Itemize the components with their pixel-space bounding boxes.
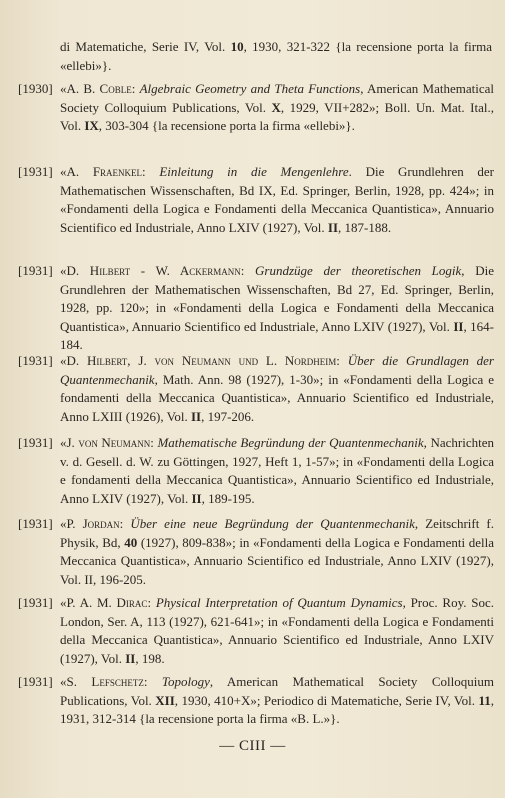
entry-text: , Die Grundlehren der Mathematischen Wissenschaften, Bd 27, Ed. Springer, Berlin, 1928, pp. 120»; in «Fondamenti della Logica e Fondamenti della Meccanica Quantistica», Annuario Scientifico ed Industriale, Anno LXIV (1927), Vol.: [60, 263, 494, 334]
entry-text: . Die Grundlehren der Mathematischen Wissenschaften, Bd IX, Ed. Springer, Berlin, 1928, pp. 424»; in «Fondamenti della Logica e Fondamenti della Meccanica Quantistica», Annuario Scientifico ed Industriale, Anno LXIV (1927), Vol.: [60, 164, 494, 235]
bibliography-entry: [18, 163, 494, 237]
entry-text: , 197-206.: [201, 408, 255, 424]
entry-text: , 303-304 {la recensione porta la firma «ellebi»}.: [98, 118, 355, 133]
entry-author: «P. A. M. Dirac:: [60, 595, 156, 610]
entry-title: Einleitung in die Mengenlehre: [159, 164, 349, 179]
entry-text: , 1929, VII+282»; Boll. Un. Mat. Ital., Vol.: [60, 99, 494, 133]
continuation-volume: 10: [230, 39, 244, 54]
entry-body: [60, 594, 494, 668]
entry-title: Mathematische Begründung der Quantenmechanik: [157, 435, 424, 450]
entry-volume: XII: [155, 692, 175, 708]
entry-year: [1930]: [18, 81, 53, 96]
entry-body: [60, 352, 494, 426]
entry-year: [1931]: [18, 435, 53, 450]
entry-text: , American Mathematical Society Colloquium Publications, Vol.: [60, 81, 494, 115]
entry-year: [1931]: [18, 164, 53, 179]
entry-text: , 164-184.: [60, 318, 494, 352]
entry-volume: II: [190, 408, 202, 424]
entry-author: «A. B. Coble:: [60, 81, 140, 96]
entry-year: [1931]: [18, 595, 53, 610]
entry-volume: 11: [478, 692, 491, 708]
entry-body: [60, 80, 494, 136]
bibliography-entry: [18, 352, 494, 426]
entry-title: Topology: [161, 674, 210, 689]
entry-volume: IX: [84, 118, 99, 133]
bibliography-entry: [18, 262, 494, 355]
entry-body: [60, 515, 494, 589]
bibliography-entry: [18, 434, 494, 508]
entry-body: [60, 163, 494, 237]
entry-title: Über eine neue Begründung der Quantenmechanik: [130, 516, 415, 531]
entry-volume: II: [453, 318, 464, 334]
entry-text: , 1931, 312-314 {la recensione porta la firma «B. L.»}.: [60, 692, 494, 726]
entry-title: Über die Grundlagen der Quantenmechanik: [60, 353, 494, 387]
bibliography-entry: [18, 594, 494, 668]
page-number: — CIII —: [219, 738, 286, 754]
entry-text: , American Mathematical Society Colloquium Publications, Vol.: [60, 674, 494, 708]
entry-title: Physical Interpretation of Quantum Dynamics: [155, 595, 403, 610]
entry-author: «D. Hilbert - W. Ackermann:: [60, 263, 256, 278]
entry-volume: II: [191, 490, 202, 506]
entry-text: , 187-188.: [338, 219, 392, 235]
entry-author: «A. Fraenkel:: [60, 164, 160, 179]
entry-text: , Proc. Roy. Soc. London, Ser. A, 113 (1927), 621-641»; in «Fondamenti della Logica e Fondamenti della Meccanica Quantistica», Annuario Scientifico ed Industriale, Anno LXIV (1927), Vol.: [60, 595, 494, 666]
entry-author: «D. Hilbert, J. von Neumann und L. Nordheim:: [60, 353, 348, 368]
entry-body: [60, 434, 494, 508]
entry-text: , 189-195.: [201, 490, 255, 506]
entry-text: , Zeitschrift f. Physik, Bd,: [60, 516, 494, 550]
bibliography-entry: [18, 515, 494, 589]
entry-text: (1927), 809-838»; in «Fondamenti della Logica e Fondamenti della Meccanica Quantistica», Annuario Scientifico ed Industriale, Anno LXIV (1927), Vol. II, 196-205.: [60, 534, 494, 587]
bibliography-entry: [18, 80, 494, 136]
entry-author: «J. von Neumann:: [60, 435, 158, 450]
entry-text: , Nachrichten v. d. Gesell. d. W. zu Göttingen, 1927, Heft 1, 1-57»; in «Fondamenti della Logica e fondamenti della Meccanica Quantistica», Annuario Scientifico ed Industriale, Anno LXIV (1927), Vol.: [60, 435, 494, 506]
continuation-text: di Matematiche, Serie IV, Vol.: [60, 39, 231, 54]
entry-volume: X: [271, 99, 281, 115]
continuation-paragraph: [60, 38, 492, 75]
entry-author: «S. Lefschetz:: [60, 674, 162, 689]
entry-title: Grundzüge der theoretischen Logik: [255, 263, 462, 278]
entry-volume: II: [125, 650, 136, 666]
entry-year: [1931]: [18, 674, 53, 689]
entry-year: [1931]: [18, 263, 53, 278]
entry-author: «P. Jordan:: [60, 516, 131, 531]
entry-volume: 40: [124, 534, 138, 550]
entry-year: [1931]: [18, 353, 53, 368]
continuation-text-end: , 1930, 321-322 {la recensione porta la firma «ellebi»}.: [60, 39, 493, 73]
entry-year: [1931]: [18, 516, 53, 531]
entry-text: , Math. Ann. 98 (1927), 1-30»; in «Fondamenti della Logica e fondamenti della Meccanica Quantistica», Annuario Scientifico ed Industriale, Anno LXIII (1926), Vol.: [60, 371, 494, 424]
entry-volume: II: [327, 219, 339, 235]
entry-body: [60, 262, 494, 355]
entry-text: , 1930, 410+X»; Periodico di Matematiche, Serie IV, Vol.: [174, 692, 479, 708]
entry-text: , 198.: [135, 650, 165, 666]
bibliography-entry: [18, 673, 494, 729]
entry-title: Algebraic Geometry and Theta Functions: [139, 81, 361, 96]
entry-body: [60, 673, 494, 729]
